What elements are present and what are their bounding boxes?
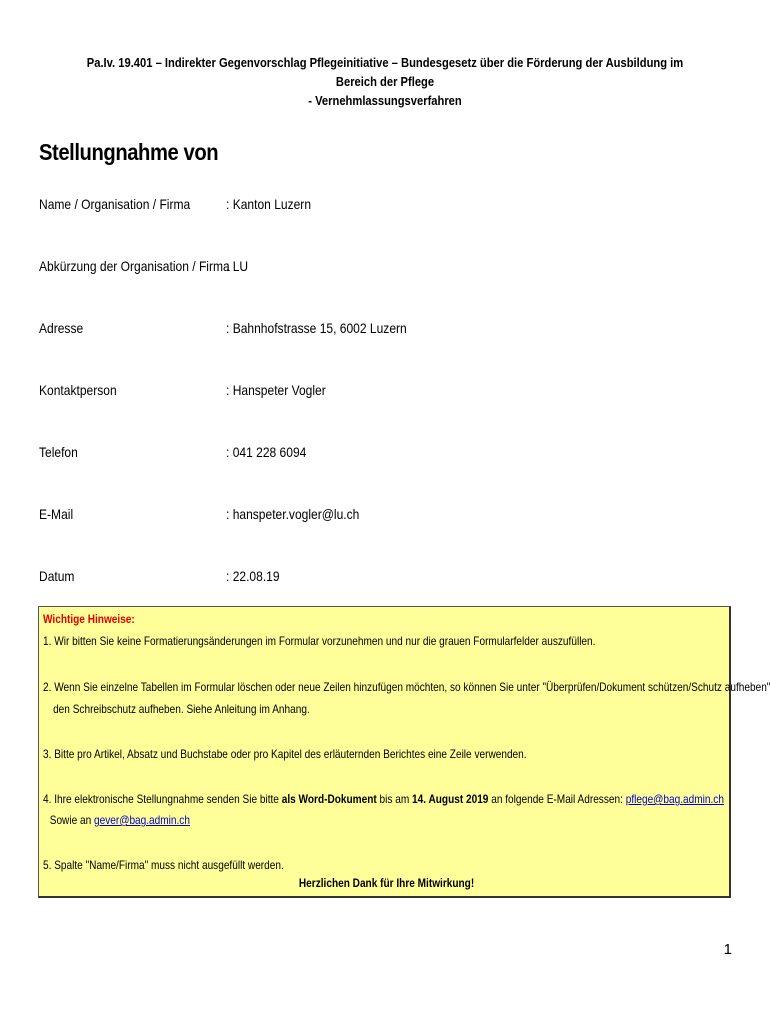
header-line-1: Pa.Iv. 19.401 – Indirekter Gegenvorschlag Pflegeinitiative – Bundesgesetz über die Förderung der Ausbildung im Bereich der Pflege: [86, 55, 684, 89]
field-row-email: [39, 506, 739, 526]
note-item-4-continued: [50, 812, 190, 829]
note-item-3: 3. Bitte pro Artikel, Absatz und Buchstabe oder pro Kapitel des erläuternden Berichtes eine Zeile verwenden.: [43, 747, 527, 761]
field-value[interactable]: : LU: [226, 258, 249, 274]
thanks-text: Herzlichen Dank für Ihre Mitwirkung!: [298, 876, 475, 890]
note-4-text: an folgende E-Mail Adressen:: [488, 792, 626, 806]
field-row-date: [39, 568, 739, 588]
note-item-2-continued: den Schreibschutz aufheben. Siehe Anleitung im Anhang.: [53, 702, 310, 716]
note-4-deadline: 14. August 2019: [412, 792, 489, 806]
note-4-text: bis am: [376, 792, 413, 806]
field-label: Abkürzung der Organisation / Firma: [39, 258, 230, 274]
field-row-contact: [39, 382, 739, 402]
note-item-2: 2. Wenn Sie einzelne Tabellen im Formular löschen oder neue Zeilen hinzufügen möchten, so können Sie unter "Überprüfen/Dokument schützen/Schutz aufheben": [43, 680, 770, 694]
field-label: Kontaktperson: [39, 382, 117, 398]
field-value[interactable]: : 041 228 6094: [226, 444, 307, 460]
note-item-4: [43, 791, 724, 808]
field-value[interactable]: : 22.08.19: [226, 568, 280, 584]
field-row-name: [39, 196, 739, 216]
page-number: 1: [723, 941, 732, 958]
field-label: Datum: [39, 568, 75, 584]
field-value[interactable]: : Kanton Luzern: [226, 196, 312, 212]
note-4-text: Sowie an: [49, 813, 94, 827]
section-title: Stellungnahme von: [39, 139, 219, 165]
field-value[interactable]: : hanspeter.vogler@lu.ch: [226, 506, 360, 522]
field-label: E-Mail: [39, 506, 74, 522]
field-row-address: [39, 320, 739, 340]
field-label: Telefon: [39, 444, 78, 460]
notes-title: Wichtige Hinweise:: [43, 612, 135, 626]
email-link-gever[interactable]: gever@bag.admin.ch: [93, 813, 190, 827]
note-4-format: als Word-Dokument: [281, 792, 377, 806]
note-item-1: 1. Wir bitten Sie keine Formatierungsänderungen im Formular vorzunehmen und nur die grauen Formularfelder auszufüllen.: [43, 634, 596, 648]
header-line-2: - Vernehmlassungsverfahren: [308, 93, 462, 108]
important-notes-box: [38, 606, 770, 898]
field-label: Adresse: [39, 320, 84, 336]
field-row-abbreviation: [39, 258, 739, 278]
note-item-5: 5. Spalte "Name/Firma" muss nicht ausgefüllt werden.: [43, 858, 284, 872]
field-value[interactable]: : Bahnhofstrasse 15, 6002 Luzern: [226, 320, 407, 336]
note-4-text: 4. Ihre elektronische Stellungnahme senden Sie bitte: [43, 792, 282, 806]
field-row-phone: [39, 444, 739, 464]
field-value[interactable]: : Hanspeter Vogler: [226, 382, 326, 398]
document-header: [80, 53, 691, 110]
email-link-pflege[interactable]: pflege@bag.admin.ch: [625, 792, 724, 806]
field-label: Name / Organisation / Firma: [39, 196, 191, 212]
